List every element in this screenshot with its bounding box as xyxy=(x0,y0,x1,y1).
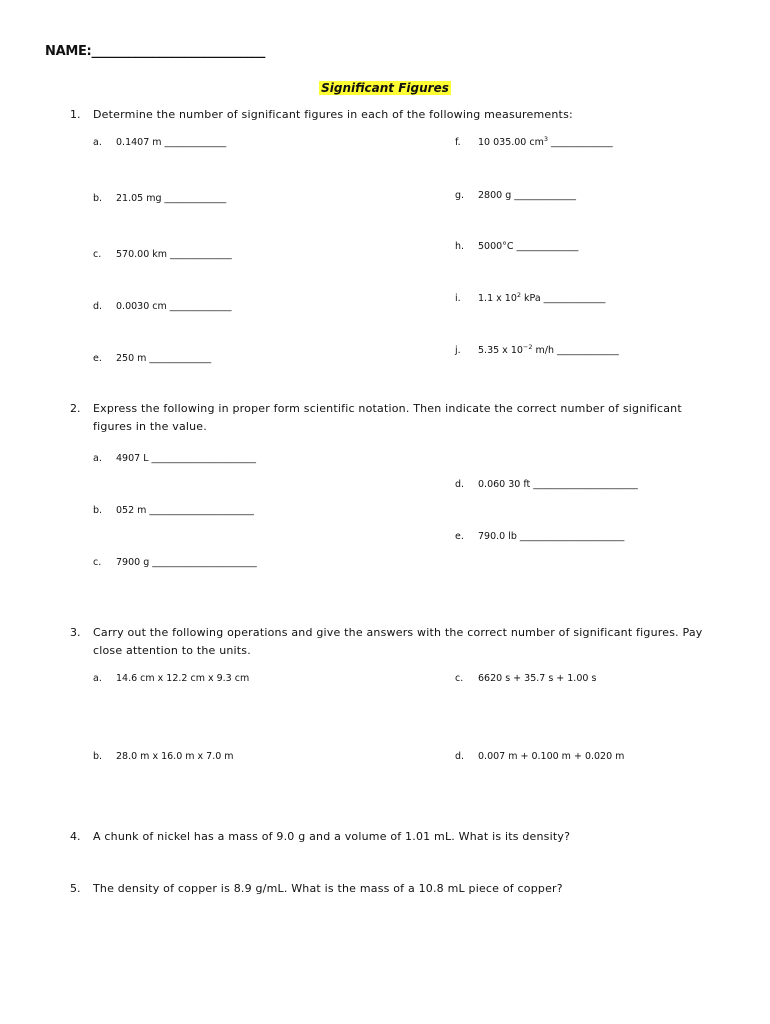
question-4-text: A chunk of nickel has a mass of 9.0 g and a volume of 1.01 mL. What is its density? xyxy=(93,830,571,843)
name-field-label: NAME:____________________________ xyxy=(45,44,266,59)
q2-item-c-letter: c. xyxy=(93,557,102,568)
q2-item-c: 7900 g ______________________ xyxy=(116,557,257,568)
q1-item-b: 21.05 mg _____________ xyxy=(116,193,227,204)
q2-item-a-letter: a. xyxy=(93,453,102,464)
q3-item-a-letter: a. xyxy=(93,673,102,684)
question-5-number: 5. xyxy=(70,882,81,895)
q1-item-g: 2800 g _____________ xyxy=(478,190,576,201)
q1-item-i: 1.1 x $10^2$ kPa _____________ xyxy=(478,290,606,304)
q3-item-d-letter: d. xyxy=(455,751,465,762)
q2-item-b: 052 m ______________________ xyxy=(116,505,254,516)
q3-item-b: 28.0 m x 16.0 m x 7.0 m xyxy=(116,751,234,762)
question-4-number: 4. xyxy=(70,830,81,843)
q1-item-d: 0.0030 cm _____________ xyxy=(116,301,232,312)
q1-item-g-letter: g. xyxy=(455,190,465,201)
question-3-number: 3. xyxy=(70,626,81,639)
q2-item-e: 790.0 lb ______________________ xyxy=(478,531,625,542)
question-1-number: 1. xyxy=(70,108,81,121)
q2-item-d-letter: d. xyxy=(455,479,465,490)
q1-item-e-letter: e. xyxy=(93,353,102,364)
q2-item-d: 0.060 30 ft ______________________ xyxy=(478,479,638,490)
question-1-text: Determine the number of significant figures in each of the following measurements: xyxy=(93,108,573,121)
q1-item-b-letter: b. xyxy=(93,193,103,204)
q1-item-f: 10 035.00 $cm^3$ _____________ xyxy=(478,134,613,148)
q1-item-h: 5000°C _____________ xyxy=(478,241,579,252)
page-title: Significant Figures xyxy=(321,81,449,95)
q2-item-b-letter: b. xyxy=(93,505,103,516)
q1-item-f-letter: f. xyxy=(455,137,461,148)
q1-item-i-letter: i. xyxy=(455,293,461,304)
q1-item-c-letter: c. xyxy=(93,249,102,260)
q3-item-c: 6620 s + 35.7 s + 1.00 s xyxy=(478,673,597,684)
question-2-text: Express the following in proper form scientific notation. Then indicate the correct number of significant figures in the value. xyxy=(93,402,682,433)
q1-item-d-letter: d. xyxy=(93,301,103,312)
q1-item-e: 250 m _____________ xyxy=(116,353,212,364)
question-2-number: 2. xyxy=(70,402,81,415)
q1-item-a: 0.1407 m _____________ xyxy=(116,137,227,148)
q1-item-c: 570.00 km _____________ xyxy=(116,249,232,260)
q1-item-h-letter: h. xyxy=(455,241,465,252)
q3-item-b-letter: b. xyxy=(93,751,103,762)
question-3-text: Carry out the following operations and give the answers with the correct number of significant figures. Pay close attention to the units. xyxy=(93,626,703,657)
q1-item-j-letter: j. xyxy=(455,345,461,356)
q1-item-a-letter: a. xyxy=(93,137,102,148)
question-5-text: The density of copper is 8.9 g/mL. What is the mass of a 10.8 mL piece of copper? xyxy=(93,882,563,895)
q3-item-d: 0.007 m + 0.100 m + 0.020 m xyxy=(478,751,625,762)
q1-item-j: 5.35 x $10^{-2}$ m/h _____________ xyxy=(478,342,619,356)
q2-item-a: 4907 L ______________________ xyxy=(116,453,257,464)
q3-item-c-letter: c. xyxy=(455,673,464,684)
q2-item-e-letter: e. xyxy=(455,531,464,542)
q3-item-a: 14.6 cm x 12.2 cm x 9.3 cm xyxy=(116,673,250,684)
